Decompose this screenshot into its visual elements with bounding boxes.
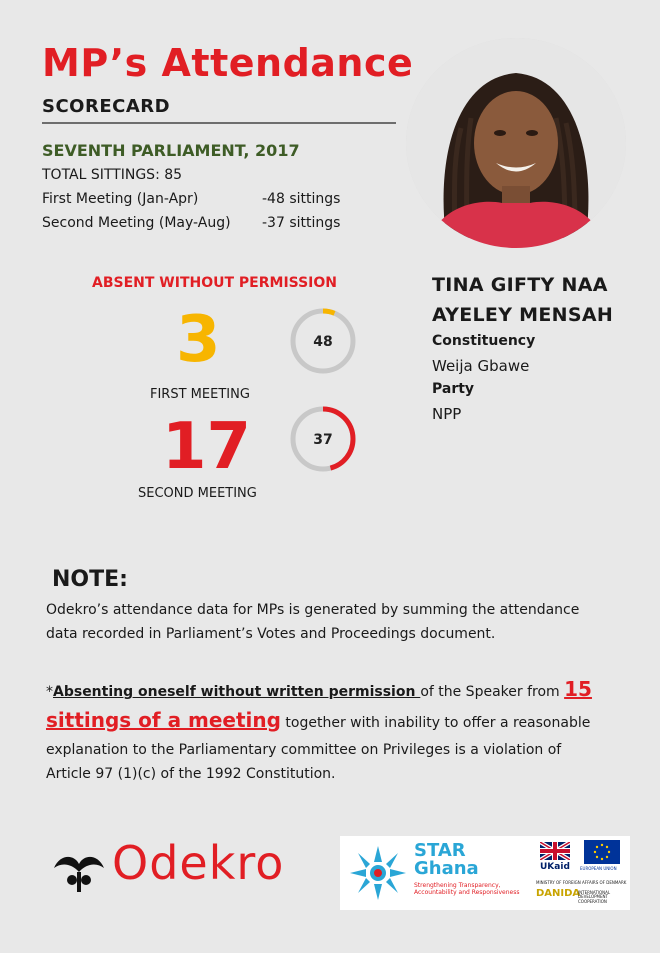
note-p2-line1 xyxy=(46,676,646,705)
total-sittings: TOTAL SITTINGS: 85 xyxy=(42,167,183,183)
party-label: Party xyxy=(432,381,475,397)
party-value: NPP xyxy=(432,405,462,423)
first-meeting-absent-count: 3 xyxy=(176,303,221,377)
page-subtitle: SCORECARD xyxy=(42,96,171,117)
second-meeting-label: SECOND MEETING xyxy=(138,486,257,501)
star-label: STAR xyxy=(414,840,466,861)
first-meeting-period: First Meeting (Jan-Apr) xyxy=(42,191,199,207)
first-meeting-label: FIRST MEETING xyxy=(150,387,250,402)
parliament-label: SEVENTH PARLIAMENT, 2017 xyxy=(42,141,300,160)
uk-flag-icon xyxy=(540,842,570,860)
note-heading: NOTE: xyxy=(52,567,128,592)
danida-sub: INTERNATIONAL DEVELOPMENT COOPERATION xyxy=(578,890,611,904)
odekro-adinkra-icon xyxy=(50,850,108,894)
danida-label: DANIDA xyxy=(536,888,581,899)
note-p2-line4: Article 97 (1)(c) of the 1992 Constitution. xyxy=(46,766,336,782)
danida-ministry: MINISTRY OF FOREIGN AFFAIRS OF DENMARK xyxy=(536,880,627,885)
mp-name-line1: TINA GIFTY NAA xyxy=(432,274,608,296)
star-tagline-2: Accountability and Responsiveness xyxy=(414,889,520,897)
note-p1-line2: data recorded in Parliament’s Votes and Proceedings document. xyxy=(46,626,496,642)
second-meeting-sittings: -37 sittings xyxy=(262,215,341,231)
note-paragraph-1 xyxy=(46,598,646,646)
note-p2-line2 xyxy=(46,705,646,738)
note-p2-text2: together with inability to offer a reasonable xyxy=(280,715,591,731)
first-meeting-sittings: -48 sittings xyxy=(262,191,341,207)
first-donut-total: 48 xyxy=(313,334,333,350)
ghana-label: Ghana xyxy=(414,858,479,879)
second-meeting-donut xyxy=(288,404,358,474)
note-paragraph-2 xyxy=(46,676,646,786)
second-meeting-period: Second Meeting (May-Aug) xyxy=(42,215,231,231)
absent-section-label: ABSENT WITHOUT PERMISSION xyxy=(92,275,338,291)
note-p1-line1: Odekro’s attendance data for MPs is generated by summing the attendance xyxy=(46,602,580,618)
star-ghana-icon xyxy=(348,844,408,902)
star-tagline xyxy=(414,882,520,896)
odekro-logo: Odekro xyxy=(112,836,285,890)
note-p2-text1: of the Speaker from xyxy=(420,684,565,700)
mp-photo xyxy=(406,38,626,248)
note-red-fifteen: 15 xyxy=(564,677,592,701)
eu-flag-icon xyxy=(584,840,620,864)
partner-logos xyxy=(340,836,630,910)
note-underlined-phrase: Absenting oneself without written permission xyxy=(53,684,421,700)
note-p2-line3: explanation to the Parliamentary committee on Privileges is a violation of xyxy=(46,742,562,758)
constituency-label: Constituency xyxy=(432,333,536,349)
constituency-value: Weija Gbawe xyxy=(432,357,530,375)
title-divider xyxy=(42,122,396,124)
first-meeting-donut xyxy=(288,306,358,376)
page-title: MP’s Attendance xyxy=(42,41,414,85)
second-donut-total: 37 xyxy=(313,432,333,448)
eu-label: EUROPEAN UNION xyxy=(580,866,617,871)
note-asterisk: * xyxy=(46,684,53,700)
mp-name-line2: AYELEY MENSAH xyxy=(432,304,614,326)
ukaid-label: UKaid xyxy=(540,862,570,872)
note-red-sittings: sittings of a meeting xyxy=(46,708,281,732)
star-tagline-1: Strengthening Transparency, xyxy=(414,882,501,889)
second-meeting-absent-count: 17 xyxy=(162,410,252,484)
